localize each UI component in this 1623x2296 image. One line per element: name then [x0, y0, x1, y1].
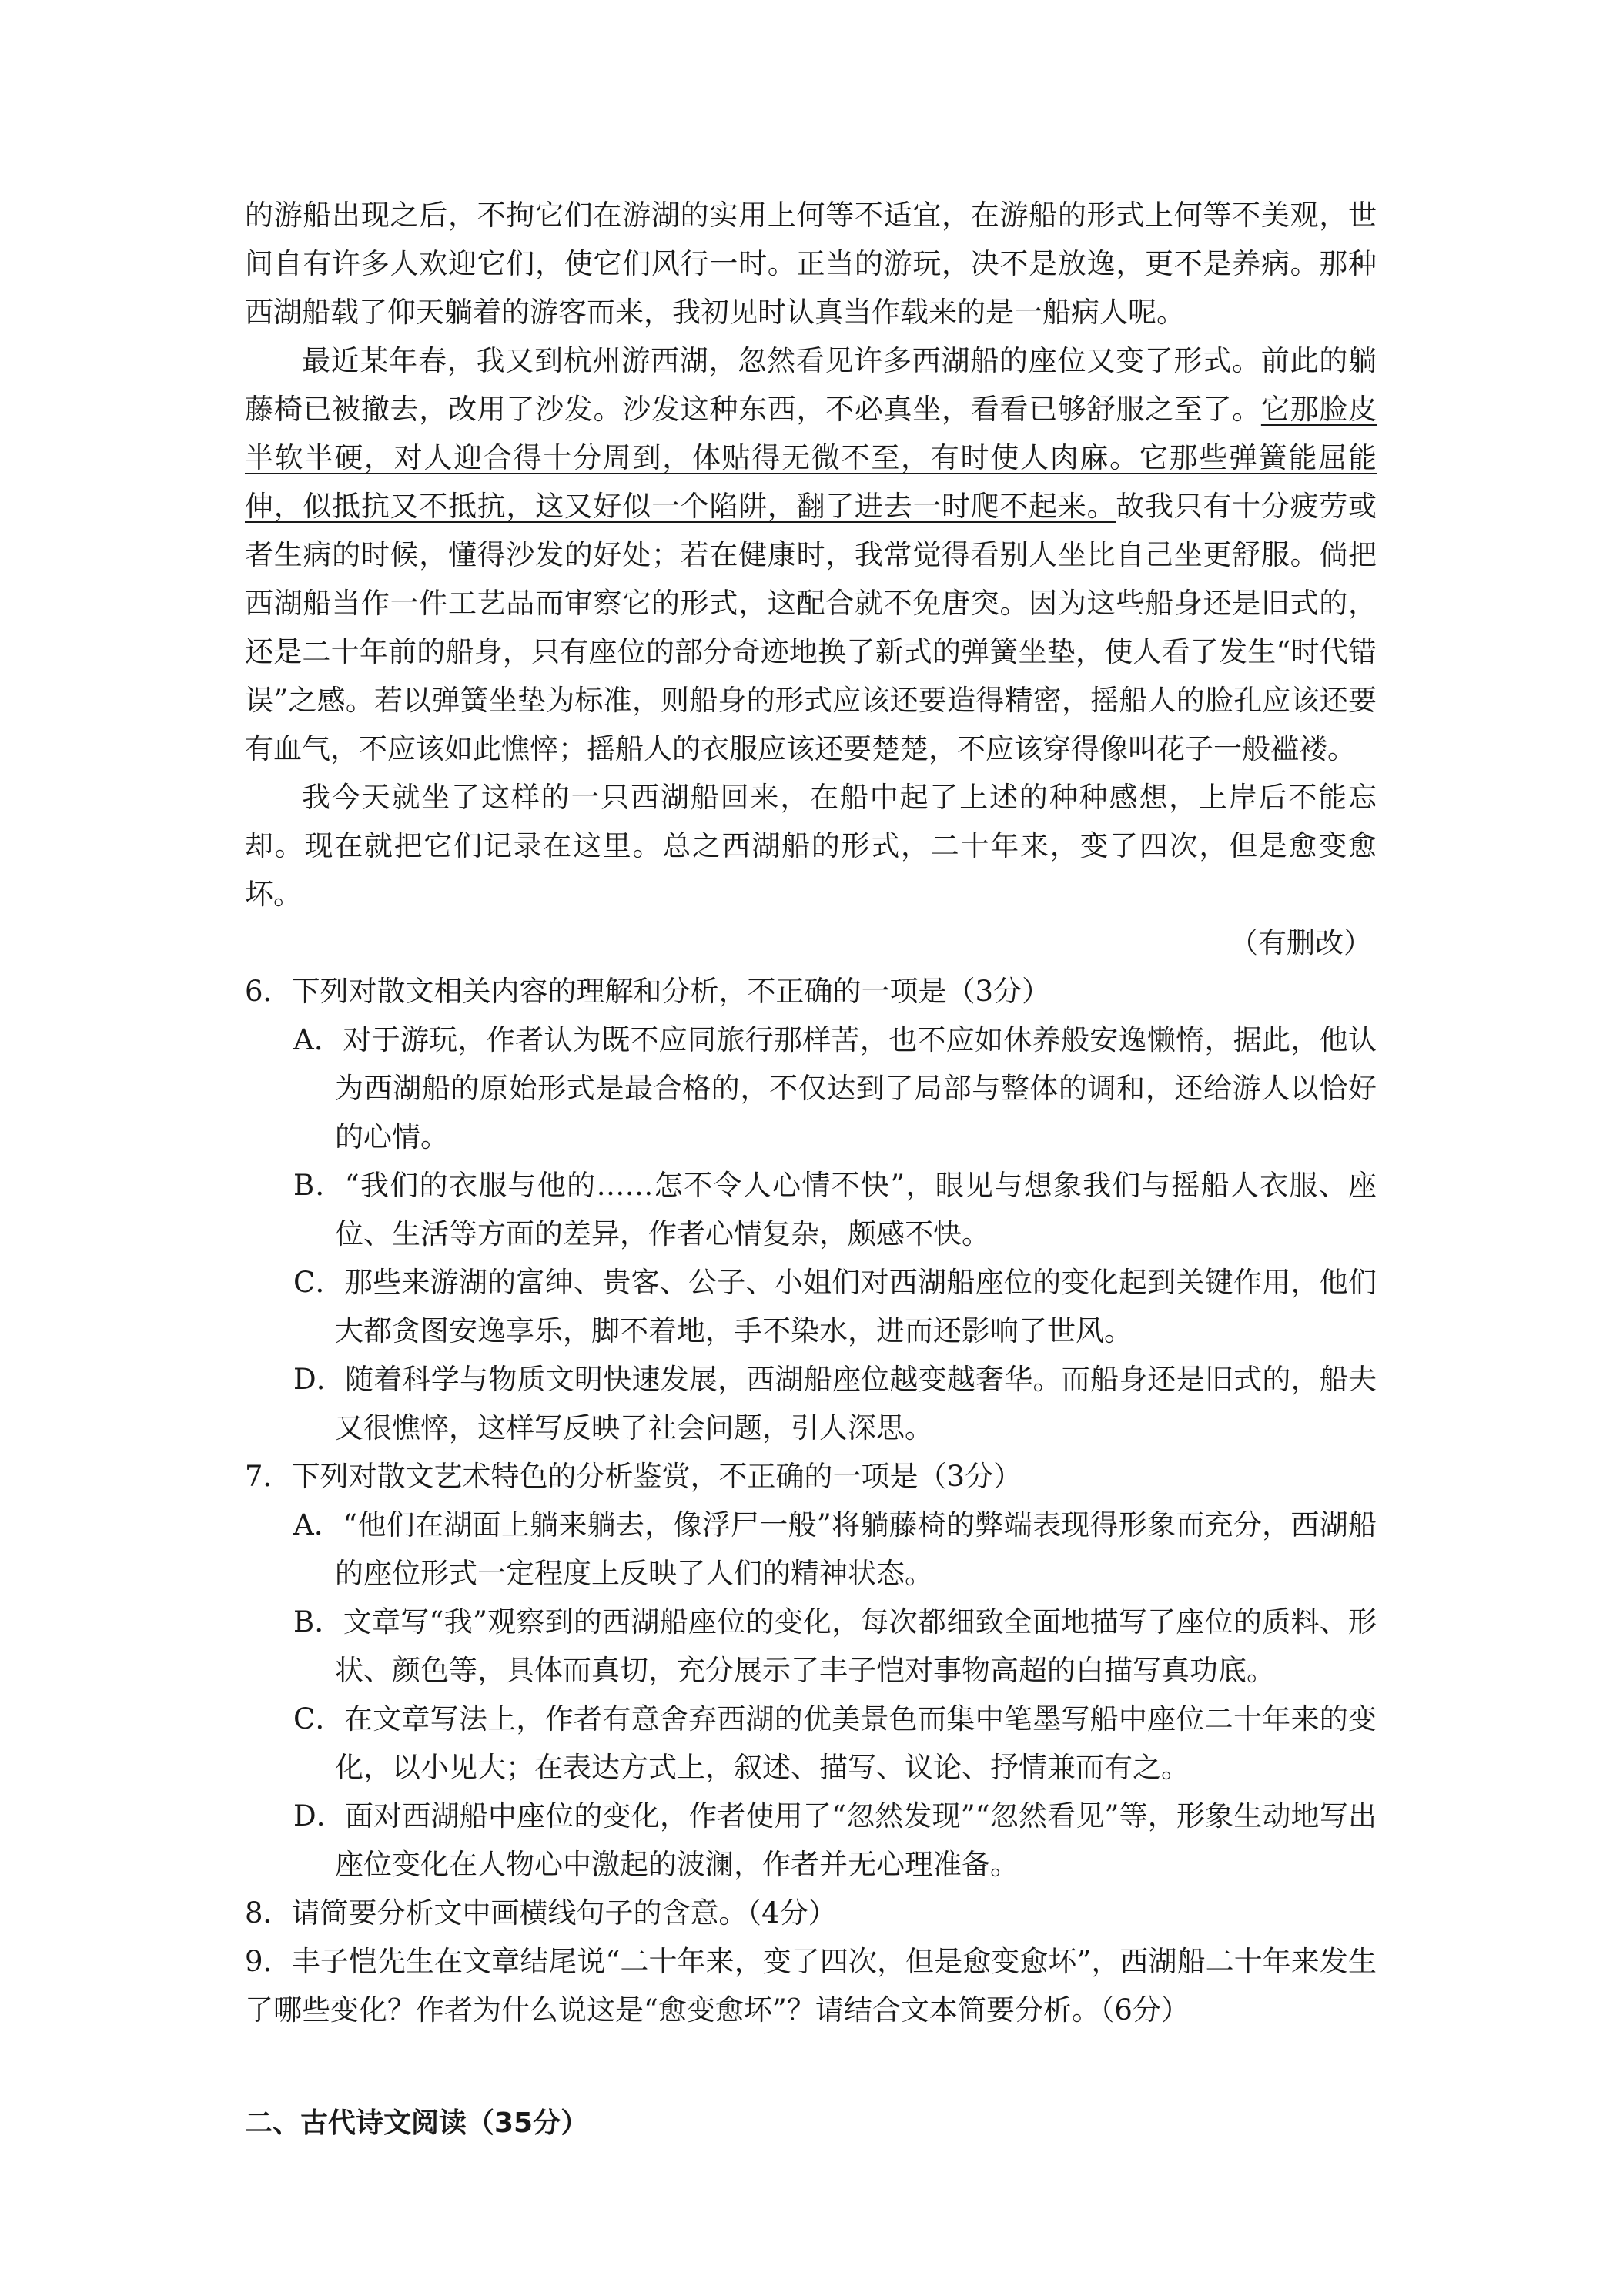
underlined-sentence: 它那脸皮半软半硬，对人迎合得十分周到，体贴得无微不至，有时使人肉麻。它那些弹簧能屈能伸，似抵抗又不抵抗，这又好似一个陷阱，翻了进去一时爬不起来。	[245, 393, 1377, 523]
passage-paragraph-1: 的游船出现之后，不拘它们在游湖的实用上何等不适宜，在游船的形式上何等不美观，世间自有许多人欢迎它们，使它们风行一时。正当的游玩，决不是放逸，更不是养病。那种西湖船载了仰天躺着的游客而来，我初见时认真当作载来的是一船病人呢。	[245, 199, 1377, 329]
question-6-option-c: C．那些来游湖的富绅、贵客、公子、小姐们对西湖船座位的变化起到关键作用，他们大都贪图安逸享乐，脚不着地，手不染水，进而还影响了世风。	[293, 1266, 1377, 1347]
question-7-option-c: C．在文章写法上，作者有意舍弃西湖的优美景色而集中笔墨写船中座位二十年来的变化，以小见大；在表达方式上，叙述、描写、议论、抒情兼而有之。	[293, 1702, 1377, 1784]
passage-paragraph-2	[245, 336, 1377, 773]
source-note: （有删改）	[1230, 926, 1372, 959]
passage-paragraph-2-start: 最近某年春，我又到杭州游西湖，忽然看见许多西湖船的座位又变了形式。前此的躺藤椅已被撤去，改用了沙发。沙发这种东西，不必真坐，看看已够舒服之至了。	[245, 344, 1377, 426]
section-2-title: 二、古代诗文阅读（35分）	[245, 2107, 589, 2139]
passage-paragraph-3: 我今天就坐了这样的一只西湖船回来，在船中起了上述的种种感想，上岸后不能忘却。现在就把它们记录在这里。总之西湖船的形式，二十年来，变了四次，但是愈变愈坏。	[245, 781, 1377, 911]
question-8: 8．请简要分析文中画横线句子的含意。（4分）	[245, 1896, 837, 1930]
passage-paragraph-2-end: 故我只有十分疲劳或者生病的时候，懂得沙发的好处；若在健康时，我常觉得看别人坐比自己坐更舒服。倘把西湖船当作一件工艺品而审察它的形式，这配合就不免唐突。因为这些船身还是旧式的，还是二十年前的船身，只有座位的部分奇迹地换了新式的弹簧坐垫，使人看了发生“时代错误”之感。若以弹簧坐垫为标准，则船身的形式应该还要造得精密，摇船人的脸孔应该还要有血气，不应该如此憔悴；摇船人的衣服应该还要楚楚，不应该穿得像叫花子一般褴褛。	[245, 490, 1377, 765]
question-6-stem: 6．下列对散文相关内容的理解和分析，不正确的一项是（3分）	[245, 975, 1051, 1008]
question-7-option-a: A．“他们在湖面上躺来躺去，像浮尸一般”将躺藤椅的弊端表现得形象而充分，西湖船的座位形式一定程度上反映了人们的精神状态。	[293, 1508, 1377, 1590]
question-9: 9．丰子恺先生在文章结尾说“二十年来，变了四次，但是愈变愈坏”，西湖船二十年来发生了哪些变化？作者为什么说这是“愈变愈坏”？请结合文本简要分析。（6分）	[245, 1945, 1377, 2027]
question-6-option-b: B．“我们的衣服与他的……怎不令人心情不快”，眼见与想象我们与摇船人衣服、座位、生活等方面的差异，作者心情复杂，颇感不快。	[293, 1169, 1377, 1250]
page-content	[245, 191, 1377, 2147]
question-6-option-d: D．随着科学与物质文明快速发展，西湖船座位越变越奢华。而船身还是旧式的，船夫又很憔悴，这样写反映了社会问题，引人深思。	[293, 1363, 1377, 1444]
question-7-option-d: D．面对西湖船中座位的变化，作者使用了“忽然发现”“忽然看见”等，形象生动地写出座位变化在人物心中激起的波澜，作者并无心理准备。	[293, 1799, 1377, 1881]
question-6-option-a: A．对于游玩，作者认为既不应同旅行那样苦，也不应如休养般安逸懒惰，据此，他认为西湖船的原始形式是最合格的，不仅达到了局部与整体的调和，还给游人以恰好的心情。	[293, 1023, 1377, 1153]
question-7-stem: 7．下列对散文艺术特色的分析鉴赏，不正确的一项是（3分）	[245, 1460, 1022, 1493]
question-7-option-b: B．文章写“我”观察到的西湖船座位的变化，每次都细致全面地描写了座位的质料、形状、颜色等，具体而真切，充分展示了丰子恺对事物高超的白描写真功底。	[293, 1605, 1377, 1687]
